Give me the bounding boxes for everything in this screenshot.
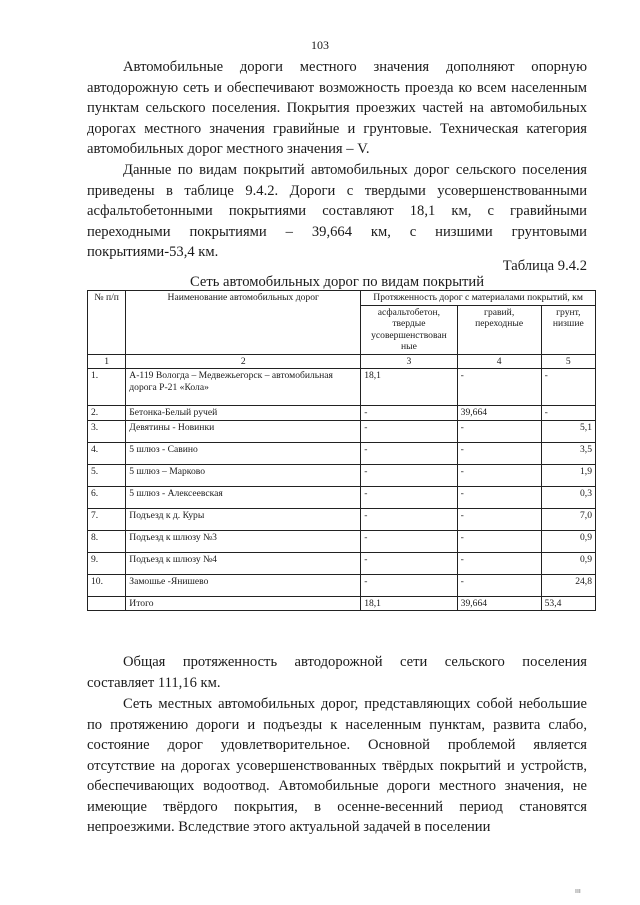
row-num: 10. [88, 574, 126, 596]
row-asphalt: - [361, 530, 457, 552]
total-num [88, 596, 126, 611]
row-gravel: - [457, 486, 541, 508]
row-name: Подъезд к шлюзу №4 [126, 552, 361, 574]
total-gravel: 39,664 [457, 596, 541, 611]
row-num: 5. [88, 464, 126, 486]
row-num: 6. [88, 486, 126, 508]
row-ground: 7,0 [541, 508, 595, 530]
table-header-row [88, 291, 596, 306]
row-gravel: - [457, 530, 541, 552]
row-ground: - [541, 369, 595, 406]
table-row [88, 486, 596, 508]
row-ground: 1,9 [541, 464, 595, 486]
header-num: № п/п [88, 291, 126, 355]
row-name: А-119 Вологда – Медвежьегорск – автомобильная дорога Р-21 «Кола» [126, 369, 361, 406]
total-asphalt: 18,1 [361, 596, 457, 611]
row-asphalt: - [361, 486, 457, 508]
column-number: 5 [541, 354, 595, 369]
row-name: Подъезд к д. Куры [126, 508, 361, 530]
table-row [88, 508, 596, 530]
table-row [88, 442, 596, 464]
row-ground: 24,8 [541, 574, 595, 596]
paragraph-local-roads: Автомобильные дороги местного значения дополняют опорную автодорожную сеть и обеспечивают возможность проезда ко всем населенным пунктам сельского поселения. Покрытия проезжих частей на автомобильных дорогах местного значения гравийные и грунтовые. Техническая категория автомобильных дорог местного значения – V. [87, 59, 587, 157]
table-row [88, 464, 596, 486]
row-num: 3. [88, 420, 126, 442]
table-caption: Таблица 9.4.2 [502, 258, 587, 274]
row-name: 5 шлюз - Савино [126, 442, 361, 464]
row-asphalt: 18,1 [361, 369, 457, 406]
total-ground: 53,4 [541, 596, 595, 611]
row-asphalt: - [361, 406, 457, 421]
row-num: 4. [88, 442, 126, 464]
row-num: 9. [88, 552, 126, 574]
row-ground: 3,5 [541, 442, 595, 464]
row-ground: - [541, 406, 595, 421]
header-asphalt: асфальтобетон, твердые усовершенствован ные [361, 305, 457, 354]
row-asphalt: - [361, 420, 457, 442]
table-row [88, 552, 596, 574]
row-gravel: 39,664 [457, 406, 541, 421]
row-name: 5 шлюз – Марково [126, 464, 361, 486]
row-num: 7. [88, 508, 126, 530]
table-title: Сеть автомобильных дорог по видам покрытий [189, 274, 485, 290]
roads-table [87, 290, 596, 611]
row-asphalt: - [361, 442, 457, 464]
header-length-group: Протяженность дорог с материалами покрытий, км [361, 291, 596, 306]
row-asphalt: - [361, 574, 457, 596]
row-ground: 0,9 [541, 552, 595, 574]
row-num: 2. [88, 406, 126, 421]
row-gravel: - [457, 574, 541, 596]
column-number: 1 [88, 354, 126, 369]
paragraph-road-network: Сеть местных автомобильных дорог, представляющих собой небольшие по протяжению дороги и подъезды к населенным пунктам, развита слабо, состояние дорог удовлетворительное. Основной проблемой является отсутствие на дорогах усовершенствованных твёрдых покрытий и устройств, обеспечивающих водоотвод. Автомобильные дороги местного значения, не имеющие твёрдого покрытия, в осенне-весенний период становятся непроезжими. Вследствие этого актуальной задачей в поселении [87, 696, 587, 835]
row-name: Бетонка-Белый ручей [126, 406, 361, 421]
header-name: Наименование автомобильных дорог [126, 291, 361, 355]
row-asphalt: - [361, 508, 457, 530]
column-number: 2 [126, 354, 361, 369]
row-gravel: - [457, 464, 541, 486]
column-number: 4 [457, 354, 541, 369]
row-name: 5 шлюз - Алексеевская [126, 486, 361, 508]
paragraph-coverage-data: Данные по видам покрытий автомобильных дорог сельского поселения приведены в таблице 9.4.2. Дороги с твердыми усовершенствованными асфальтобетонными покрытиями составляют 18,1 км, с гравийными переходными покрытиями – 39,664 км, с низшими грунтовыми покрытиями-53,4 км. [87, 162, 587, 260]
table-row [88, 530, 596, 552]
table-total-row [88, 596, 596, 611]
total-label: Итого [126, 596, 361, 611]
row-ground: 0,9 [541, 530, 595, 552]
column-number: 3 [361, 354, 457, 369]
table-row [88, 574, 596, 596]
table-row [88, 406, 596, 421]
paragraph-total-length: Общая протяженность автодорожной сети сельского поселения составляет 111,16 км. [87, 654, 587, 691]
column-number-row [88, 354, 596, 369]
row-gravel: - [457, 508, 541, 530]
table-row [88, 420, 596, 442]
row-gravel: - [457, 420, 541, 442]
row-asphalt: - [361, 552, 457, 574]
page-number: 103 [311, 38, 329, 52]
row-gravel: - [457, 552, 541, 574]
row-name: Девятины - Новинки [126, 420, 361, 442]
row-gravel: - [457, 442, 541, 464]
row-asphalt: - [361, 464, 457, 486]
row-gravel: - [457, 369, 541, 406]
table-row [88, 369, 596, 406]
header-gravel: гравий, переходные [457, 305, 541, 354]
header-ground: грунт, низшие [541, 305, 595, 354]
row-name: Подъезд к шлюзу №3 [126, 530, 361, 552]
row-num: 1. [88, 369, 126, 406]
row-name: Замошье -Янишево [126, 574, 361, 596]
row-num: 8. [88, 530, 126, 552]
row-ground: 0,3 [541, 486, 595, 508]
row-ground: 5,1 [541, 420, 595, 442]
scan-mark: ııı [575, 888, 581, 895]
